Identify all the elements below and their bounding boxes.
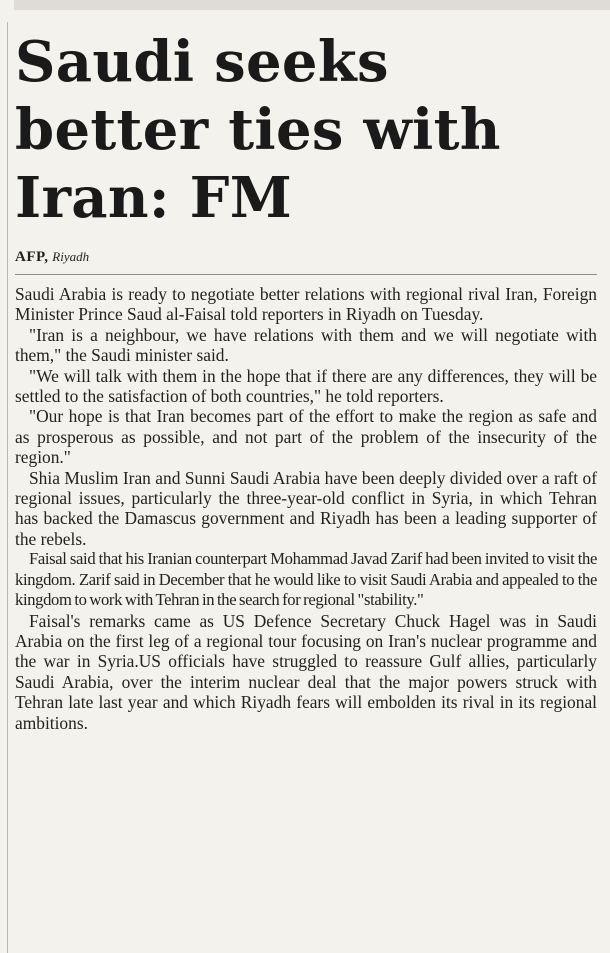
article-paragraph: "We will talk with them in the hope that if there are any differences, they will be settled to the satisfaction of both countries," he told reporters. (15, 365, 597, 407)
article-paragraph: "Iran is a neighbour, we have relations with them and we will negotiate with them," the Saudi minister said. (15, 324, 597, 366)
byline (15, 248, 597, 266)
byline-agency: AFP, (15, 249, 49, 265)
article-paragraph: Faisal's remarks came as US Defence Secretary Chuck Hagel was in Saudi Arabia on the first leg of a regional tour focusing on Iran's nuclear programme and the war in Syria.US officials have struggled to reassure Gulf allies, particularly Saudi Arabia, over the interim nuclear deal that the major powers struck with Tehran late last year and which Riyadh fears will embolden its rival in its regional ambitions. (15, 610, 597, 733)
article-body (15, 284, 597, 733)
column-rule (7, 22, 8, 953)
headline: Saudi seeks better ties with Iran: FM (15, 29, 501, 231)
top-page-strip (14, 0, 610, 10)
article-paragraph: "Our hope is that Iran becomes part of the effort to make the region as safe and as prosperous as possible, and not part of the problem of the insecurity of the region." (15, 406, 597, 468)
article-paragraph: Saudi Arabia is ready to negotiate better relations with regional rival Iran, Foreign Minister Prince Saud al-Faisal told reporters in Riyadh on Tuesday. (15, 284, 597, 325)
article-paragraph: Shia Muslim Iran and Sunni Saudi Arabia have been deeply divided over a raft of regional issues, particularly the three-year-old conflict in Syria, in which Tehran has backed the Damascus government and Riyadh has been a leading supporter of the rebels. (15, 467, 597, 549)
news-article (15, 28, 597, 733)
byline-divider (15, 274, 597, 275)
article-paragraph: Faisal said that his Iranian counterpart Mohammad Javad Zarif had been invited to visit the kingdom. Zarif said in December that he would like to visit Saudi Arabia and appealed to the kingdom to work with Tehran in the search for regional "stability." (15, 549, 597, 610)
byline-location: Riyadh (52, 249, 90, 264)
